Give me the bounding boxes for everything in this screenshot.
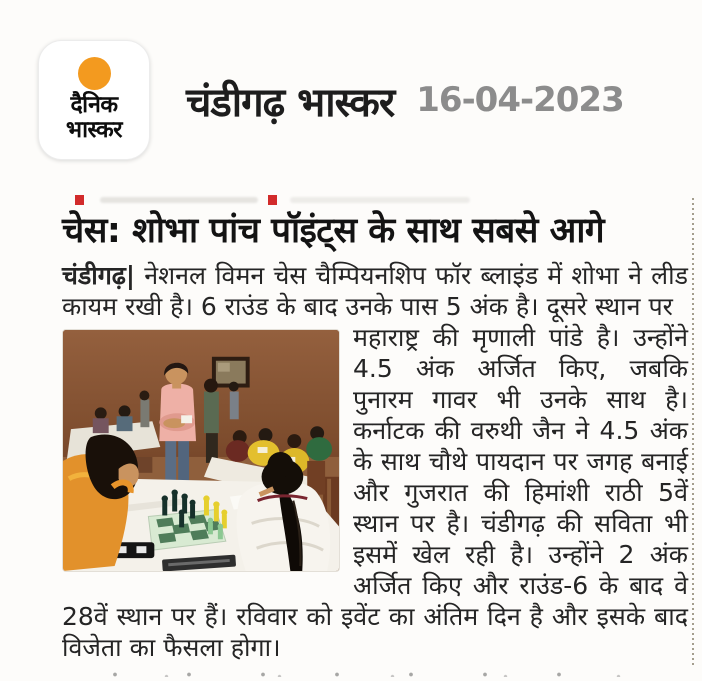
edition-date: 16-04-2023 [416, 80, 624, 120]
faded-text-smudge [100, 197, 258, 203]
faded-text-smudge [290, 197, 470, 203]
chess-tournament-photo-illustration [63, 330, 339, 571]
article-text-footer: अर्जित किए और राउंड-6 के बाद वे 28वें स्थान पर हैं। रविवार को इवेंट का अंतिम दिन है और इसके बाद विजेता का फैसला होगा। [62, 570, 688, 662]
article-dateline: चंडीगढ़| [62, 260, 136, 290]
dainik-bhaskar-logo [38, 40, 150, 160]
article-body [62, 260, 688, 663]
red-crop-mark [268, 195, 277, 205]
news-article [62, 190, 688, 663]
article-paragraph-intro [62, 260, 688, 322]
cropped-next-line-remnant [70, 670, 625, 677]
article-headline: चेस: शोभा पांच पॉइंट्स के साथ सबसे आगे [62, 211, 605, 251]
article-text-beside-photo: महाराष्ट्र की मृणाली पांडे है। उन्होंने 4.5 अंक अर्जित किए, जबकि पुनारम गावर भी उनके साथ है। कर्नाटक की वरुथी जैन ने 4.5 अंक के साथ चौथे पायदान पर जगह बनाई और गुजरात की हिमांशी राठी 5वें स्थान पर है। चंडीगढ़ की सविता भी इसमें खेल रही है। उन्होंने 2 अंक [353, 322, 688, 569]
logo-text-line1: दैनिक [70, 92, 118, 118]
red-crop-mark [75, 195, 84, 205]
column-separator-dotted-rule [692, 198, 694, 666]
article-intro-text: नेशनल विमन चेस चैम्पियनशिप फॉर ब्लाइंड में शोभा ने लीड कायम रखी है। 6 राउंड के बाद उनके पास 5 अंक है। दूसरे स्थान पर [62, 260, 688, 321]
logo-text-line2: भास्कर [65, 117, 123, 143]
article-photo [62, 329, 340, 572]
cropped-kicker-remnant [62, 190, 688, 206]
app-header [38, 40, 624, 160]
edition-title: चंडीगढ़ भास्कर [186, 79, 395, 126]
sun-icon [78, 57, 111, 90]
masthead [186, 73, 624, 128]
